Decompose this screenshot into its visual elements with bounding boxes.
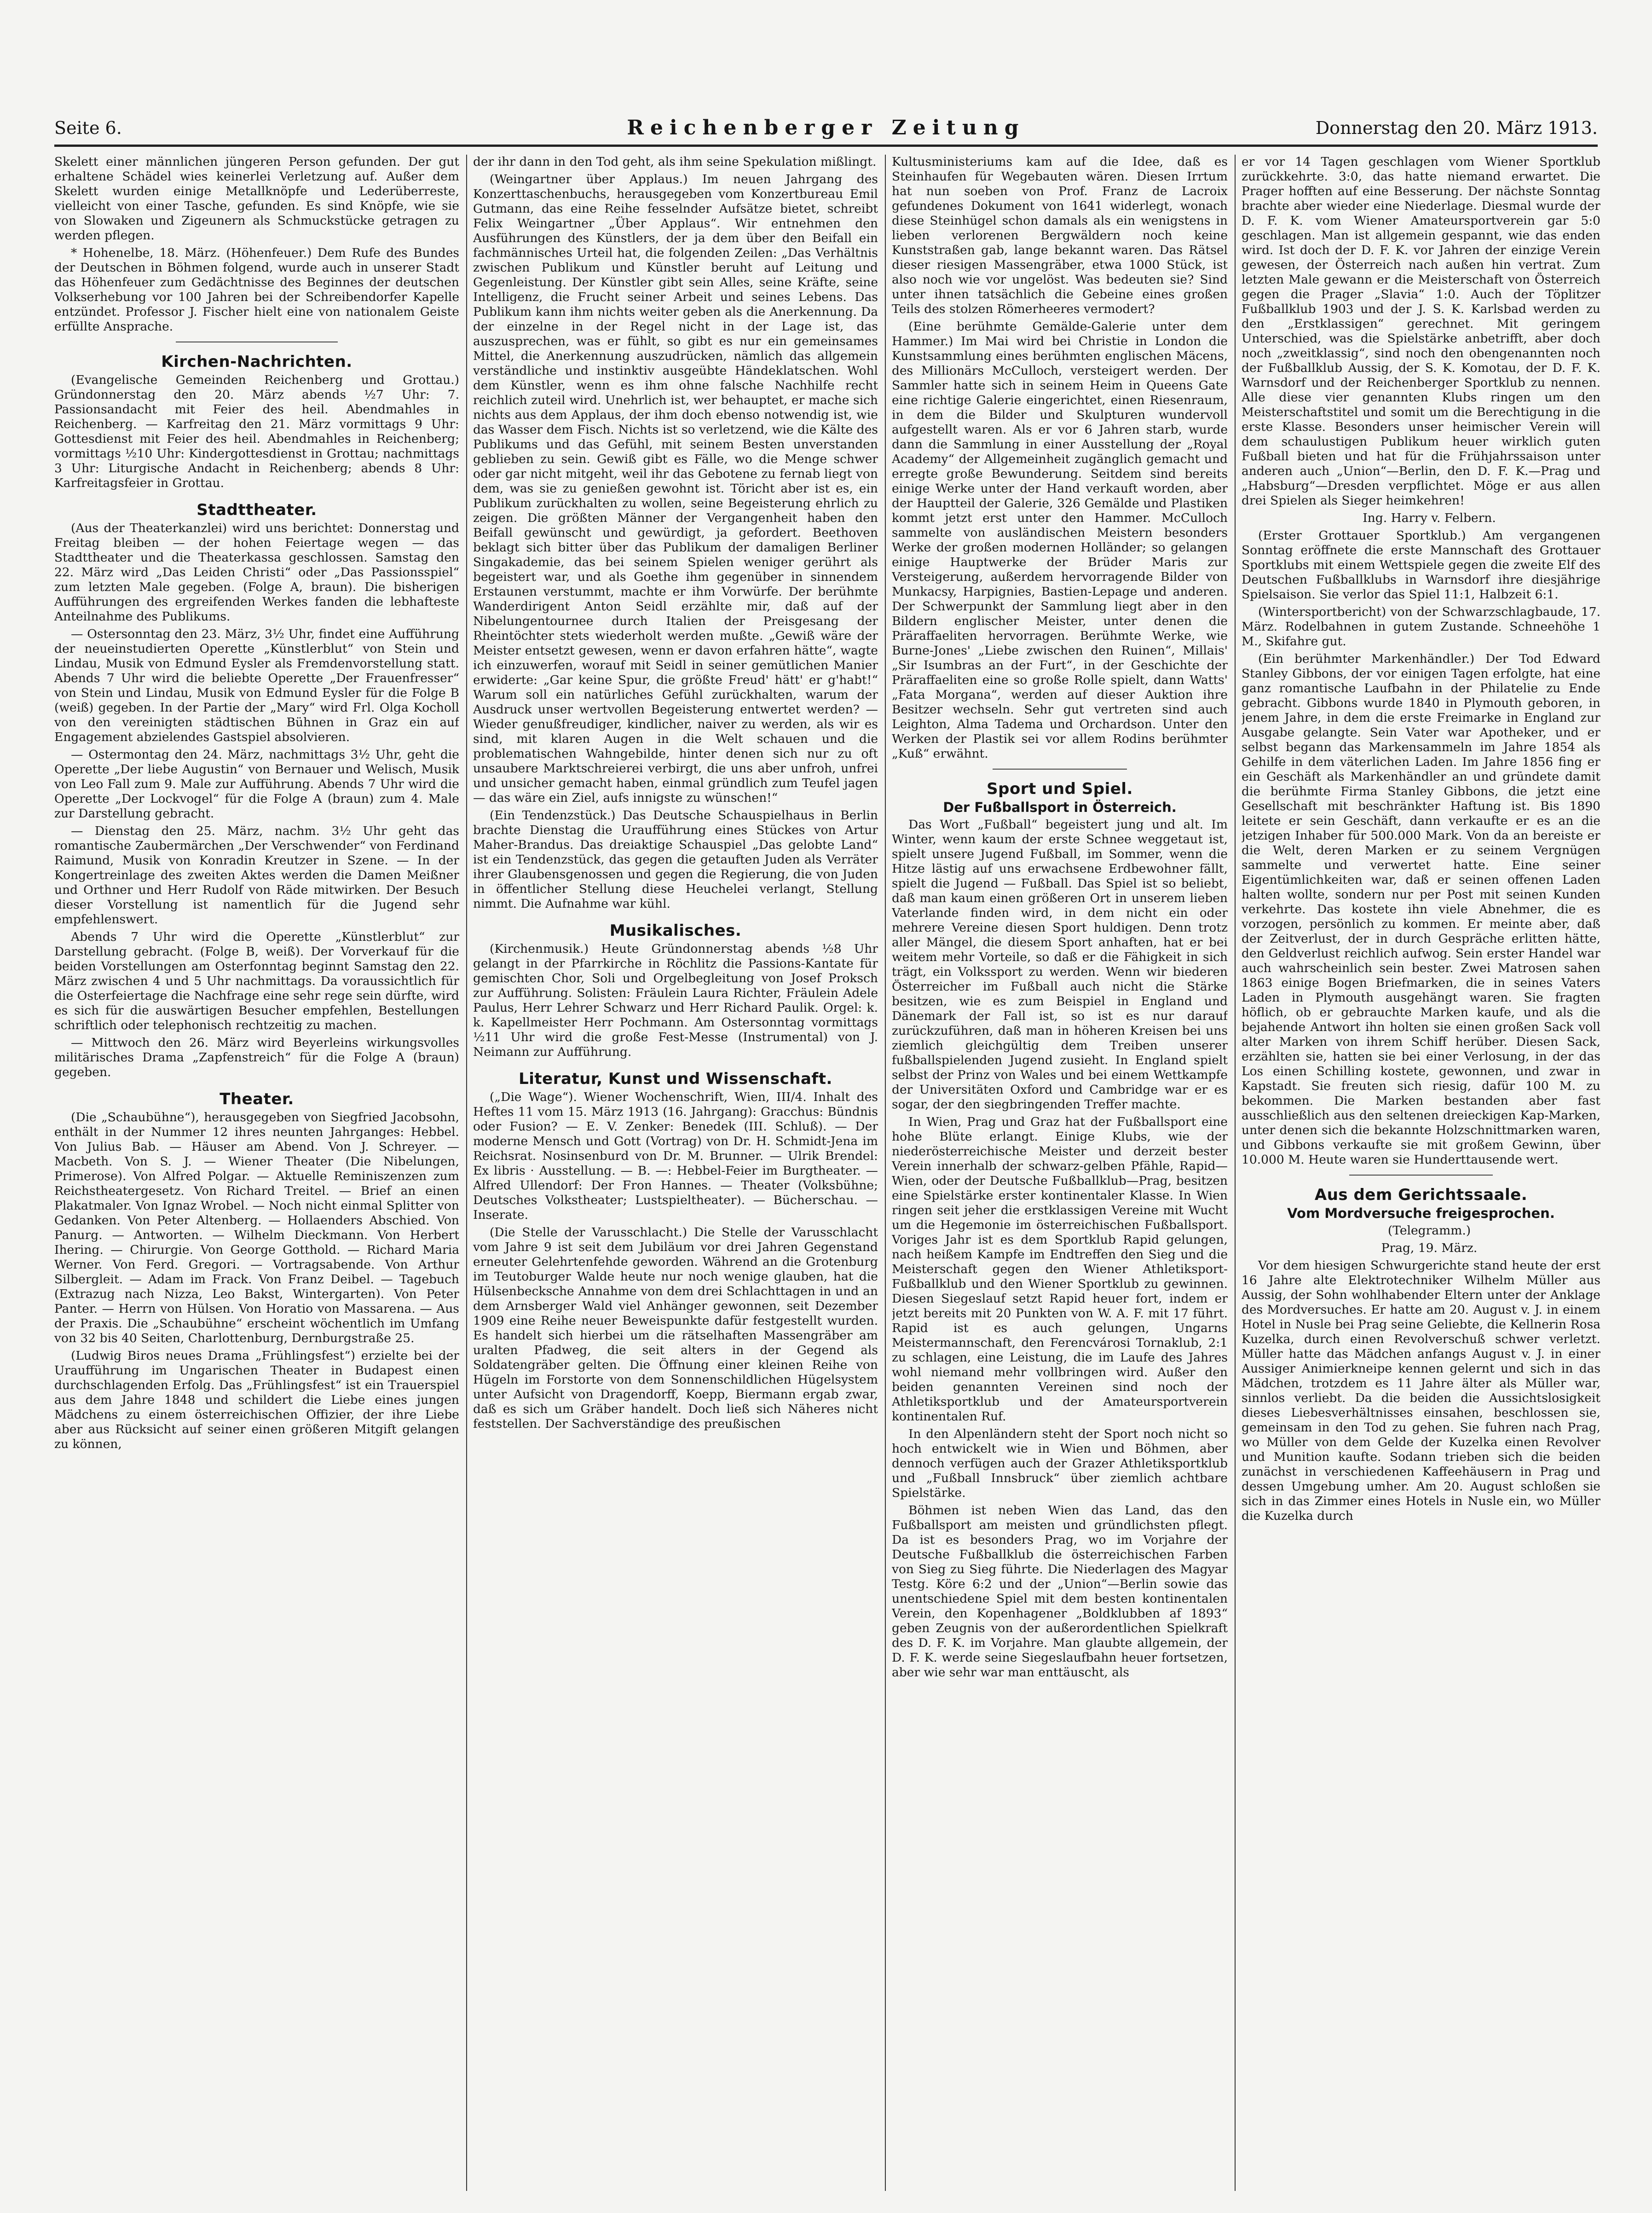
section-heading: Literatur, Kunst und Wissenschaft.	[519, 1070, 832, 1088]
article-paragraph: * Hohenelbe, 18. März. (Höhenfeuer.) Dem Rufe des Bundes der Deutschen in Böhmen folgend, wurde auch in unserer Stadt das Höhenfeuer zum Gedächtnisse des Beginnes der deutschen Volkserhebung vor 100 Jahren bei der Schreibendorfer Kapelle entzündet. Professor J. Fischer hielt eine von nationalem Geiste erfüllte Ansprache.	[54, 246, 459, 334]
section-divider	[993, 769, 1127, 770]
column-2	[473, 155, 878, 2191]
article-paragraph: (Evangelische Gemeinden Reichenberg und Grottau.) Gründonnerstag den 20. März abends ½7 Uhr: 7. Passionsandacht mit Feier des heil. Abendmahles in Reichenberg. — Karfreitag den 21. März vormittags 9 Uhr: Gottesdienst mit Feier des heil. Abendmahles in Reichenberg; vormittags ½10 Uhr: Kindergottesdienst in Grottau; nachmittags 3 Uhr: Liturgische Andacht in Reichenberg; abends 8 Uhr: Karfreitagsfeier in Grottau.	[54, 373, 459, 490]
article-paragraph: (Ein Tendenzstück.) Das Deutsche Schauspielhaus in Berlin brachte Dienstag die Uraufführung eines Stückes von Artur Maher-Brandus. Das dreiaktige Schauspiel „Das gelobte Land“ ist ein Tendenzstück, das gegen die getauften Juden als Verräter ihrer Glaubensgenossen und gegen die Regierung, die von Juden in öffentlicher Stellung diese Heuchelei verlangt, Stellung nimmt. Die Aufnahme war kühl.	[473, 808, 878, 911]
page-header	[54, 114, 1598, 147]
article-paragraph: Das Wort „Fußball“ begeistert jung und alt. Im Winter, wenn kaum der erste Schnee weggetaut ist, spielt unsere Jugend Fußball, im Sommer, wenn die Hitze lästig auf uns erwachsene Erdbewohner fällt, spielt die Jugend — Fußball. Das Spiel ist so beliebt, daß man kaum einen größeren Ort in unserem lieben Vaterlande finden wird, in dem nicht ein oder mehrere Vereine diesen Sport huldigen. Denn trotz aller Mängel, die diesem Sport anhaften, hat er bei weitem mehr Vorteile, so daß er die Fähigkeit in sich trägt, ein Volkssport zu werden. Wenn wir biederen Österreicher im Fußball auch nicht die Stärke besitzen, wie es zum Beispiel in England und Dänemark der Fall ist, so ist es nur darauf zurückzuführen, daß man in höheren Kreisen bei uns ziemlich gleichgültig dem Treiben unserer fußballspielenden Jugend zusieht. In England spielt selbst der Prinz von Wales und bei einem Wettkampfe der Universitäten Oxford und Cambridge war er es sogar, der den siegbringenden Treffer machte.	[892, 817, 1228, 1112]
telegram-label: (Telegramm.)	[1387, 1223, 1471, 1238]
section-heading: Sport und Spiel.	[987, 780, 1133, 798]
issue-date: Donnerstag den 20. März 1913.	[1315, 118, 1598, 138]
article-paragraph: Kultusministeriums kam auf die Idee, daß es Steinhaufen für Wegebauten wären. Diesen Irrtum hat nun soeben von Prof. Franz de Lacroix gefundenes Dokument von 1641 widerlegt, wonach diese Steinhügel schon damals als ein wenigstens in lieben verlorenen Bergwäldern noch keine Kunststraßen gab, lange bekannt waren. Das Rätsel dieser riesigen Massengräber, etwa 1000 Stück, ist also noch wie vor ungelöst. Was bedeuten sie? Sind unter ihnen tatsächlich die Gebeine eines großen Teils des stolzen Römerheeres vermodert?	[892, 155, 1228, 316]
article-paragraph: Skelett einer männlichen jüngeren Person gefunden. Der gut erhaltene Schädel wies keinerlei Verletzung auf. Außer dem Skelett wurden einige Metallknöpfe und Lederüberreste, vielleicht von einer Tasche, gefunden. Es sind Knöpfe, wie sie von Slowaken und Zigeunern als Schmuckstücke getragen zu werden pflegen.	[54, 155, 459, 243]
section-heading: Stadttheater.	[196, 501, 317, 519]
article-paragraph: der ihr dann in den Tod geht, als ihm seine Spekulation mißlingt.	[473, 155, 877, 169]
article-paragraph: — Dienstag den 25. März, nachm. 3½ Uhr geht das romantische Zaubermärchen „Der Verschwender“ von Ferdinand Raimund, Musik von Konradin Kreutzer in Szene. — In der Kongertreinlage des zweiten Aktes werden die Damen Meißner und Orthner und Herr Rudolf von Räde mitwirken. Der Besuch dieser Vorstellung ist namentlich für die Jugend sehr empfehlenswert.	[54, 824, 459, 927]
article-paragraph: Abends 7 Uhr wird die Operette „Künstlerblut“ zur Darstellung gebracht. (Folge B, weiß). Der Vorverkauf für die beiden Vorstellungen am Osterfonntag beginnt Samstag den 22. März zwischen 4 und 5 Uhr nachmittags. Da voraussichtlich für die Osterfeiertage die Nachfrage eine sehr rege sein dürfte, wird es sich für die auswärtigen Besucher empfehlen, Bestellungen schriftlich oder telephonisch rechtzeitig zu machen.	[54, 930, 459, 1032]
section-divider	[1349, 1175, 1493, 1176]
article-paragraph: (Erster Grottauer Sportklub.) Am vergangenen Sonntag eröffnete die erste Mannschaft des Grottauer Sportklubs mit einem Wettspiele gegen die zweite Elf des Deutschen Fußballklubs in Warnsdorf ihre diesjährige Spielsaison. Sie verlor das Spiel 11:1, Halbzeit 6:1.	[1242, 528, 1600, 602]
article-paragraph: (Wintersportbericht) von der Schwarzschlagbaude, 17. März. Rodelbahnen in gutem Zustande. Schneehöhe 1 M., Skifahre gut.	[1242, 605, 1600, 649]
article-paragraph: („Die Wage“). Wiener Wochenschrift, Wien, III/4. Inhalt des Heftes 11 vom 15. März 1913 (16. Jahrgang): Gracchus: Bündnis oder Fusion? — E. V. Zenker: Benedek (III. Schluß). — Der moderne Mensch und Gott (Vortrag) von Dr. H. Schmidt-Jena im Reichsrat. Nosinsenburd von Dr. M. Brunner. — Ulrik Brendel: Ex libris · Ausstellung. — B. —: Hebbel-Feier im Burgtheater. — Alfred Ullendorf: Der Fron Hannes. — Theater (Volksbühne; Deutsches Volkstheater; Lustspieltheater). — Bücherschau. — Inserate.	[473, 1090, 878, 1222]
newspaper-title: Reichenberger Zeitung	[627, 116, 1025, 139]
column-1	[54, 155, 459, 2191]
section-heading: Kirchen-Nachrichten.	[161, 353, 352, 371]
article-paragraph: (Ludwig Biros neues Drama „Frühlingsfest“) erzielte bei der Uraufführung im Ungarischen Theater in Budapest einen durchschlagenden Erfolg. Das „Frühlingsfest“ ist ein Trauerspiel aus dem Jahre 1848 und schildert die Liebe eines jungen Mädchens zu einem österreichischen Offizier, der ihre Liebe aber aus Rücksicht auf seiner einen größeren Mitgift gelangen zu können,	[54, 1349, 459, 1451]
column-rule	[466, 155, 467, 2191]
article-paragraph: Böhmen ist neben Wien das Land, das den Fußballsport am meisten und gründlichsten pflegt. Da ist es besonders Prag, wo im Vorjahre der Deutsche Fußballklub die österreichischen Farben von Sieg zu Sieg führte. Die Niederlagen des Magyar Testg. Köre 6:2 und der „Union“—Berlin sowie das unentschiedene Spiel mit dem besten kontinentalen Verein, den Kopenhagener „Boldklubben af 1893“ geben Zeugnis von der außerordentlichen Spielkraft des D. F. K. im Vorjahre. Man glaubte allgemein, der D. F. K. werde seine Siegeslaufbahn heuer fortsetzen, aber wie sehr war man enttäuscht, als	[892, 1503, 1228, 1680]
article-paragraph: (Ein berühmter Markenhändler.) Der Tod Edward Stanley Gibbons, der vor einigen Tagen erfolgte, hat eine ganz romantische Laufbahn in der Philatelie zu Ende gebracht. Gibbons wurde 1840 in Plymouth geboren, in jenem Jahre, in dem die erste Freimarke in England zur Ausgabe gelangte. Sein Vater war Apotheker, und er selbst begann das Markensammeln im Jahre 1854 als Gehilfe in dem väterlichen Laden. Im Jahre 1856 fing er ein Geschäft als Markenhändler an und gründete damit die berühmte Firma Stanley Gibbons, die jetzt eine Gesellschaft mit beschränkter Haftung ist. Bis 1890 leitete er sein Geschäft, dann verkaufte er es an die jetzigen Inhaber für 500.000 Mark. Von da an bereiste er die Welt, deren Marken er zu seinem Vergnügen sammelte und verwertet hatte. Eine seiner Eigentümlichkeiten war, daß er seinen offenen Laden halten wollte, sondern nur per Post mit seinen Kunden verkehrte. Das kostete ihn viele Abnehmer, die es vorzogen, persönlich zu kommen. Er meinte aber, daß der Zeitverlust, der in durch Gespräche erlitten hätte, den Geldverlust reichlich aufwog. Sein erster Handel war auch wahrscheinlich sein bester. Zwei Matrosen sahen 1863 einige Bogen Briefmarken, die in seines Vaters Laden in Plymouth ausgehängt waren. Sie fragten höflich, ob er gebrauchte Marken kaufe, und als die bejahende Antwort ihn holten sie einen großen Sack voll alter Marken von ihrem Schiff herüber. Diesen Sack, erzählten sie, hatten sie bei einer Verlosung, in der das Los einen Schilling kostete, gewonnen, und zwar in Kapstadt. Sie freuten sich riesig, dafür 100 M. zu bekommen. Die Marken bestanden aber fast ausschließlich aus den seltenen dreieckigen Kap-Marken, unter denen sich die bekannte Holzschnittmarken waren, und Gibbons verkaufte sie mit großem Gewinn, über 10.000 M. Heute waren sie Hunderttausende wert.	[1242, 652, 1600, 1167]
article-paragraph: (Eine berühmte Gemälde-Galerie unter dem Hammer.) Im Mai wird bei Christie in London die Kunstsammlung eines berühmten englischen Mäcens, des Millionärs McCulloch, versteigert werden. Der Sammler hatte sich in seinem Heim in Queens Gate eine richtige Galerie eingerichtet, einen Riesenraum, in dem die Bilder und Skulpturen wundervoll aufgestellt waren. Als er vor 6 Jahren starb, wurde dann die Sammlung in einer Ausstellung der „Royal Academy“ der Allgemeinheit zugänglich gemacht und erregte große Bewunderung. Seitdem sind bereits einige Werke unter der Hand verkauft worden, aber der Hauptteil der Galerie, 326 Gemälde und Plastiken kommt jetzt erst unter den Hammer. McCulloch sammelte von ausländischen Meistern besonders Werke der großen modernen Holländer; so gelangen einige Hauptwerke der Brüder Maris zur Versteigerung, außerdem hervorragende Bilder von Munkacsy, Harpignies, Bastien-Lepage und anderen. Der Schwerpunkt der Sammlung liegt aber in den Bildern englischer Meister, unter denen die Präraffaeliten hervorragen. Berühmte Werke, wie Burne-Jones' „Liebe zwischen den Ruinen“, Millais' „Sir Isumbras an der Furt“, in der Geschichte der Präraffaeliten eine so große Rolle spielt, dann Watts' „Fata Morgana“, werden auf dieser Auktion ihre Besitzer wechseln. Sehr gut vertreten sind auch Leighton, Alma Tadema und Orchardson. Unter den Werken der Plastik sei vor allem Rodins berühmter „Kuß“ erwähnt.	[892, 319, 1228, 761]
article-paragraph: (Kirchenmusik.) Heute Gründonnerstag abends ½8 Uhr gelangt in der Pfarrkirche in Röchlitz die Passions-Kantate für gemischten Chor, Soli und Orgelbegleitung von Josef Proksch zur Aufführung. Solisten: Fräulein Laura Richter, Fräulein Adele Paulus, Herr Lehrer Schwarz und Herr Richard Paulik. Orgel: k. k. Kapellmeister Herr Pochmann. Am Ostersonntag vormittags ½11 Uhr wird die große Fest-Messe (Instrumental) von J. Neimann zur Aufführung.	[473, 942, 878, 1059]
article-paragraph: Vor dem hiesigen Schwurgerichte stand heute der erst 16 Jahre alte Elektrotechniker Wilhelm Müller aus Aussig, der Sohn wohlhabender Eltern unter der Anklage des Mordversuches. Er hatte am 20. August v. J. in einem Hotel in Nusle bei Prag seine Geliebte, die Kellnerin Rosa Kuzelka, durch einen Revolverschuß schwer verletzt. Müller hatte das Mädchen anfangs August v. J. in einer Aussiger Animierkneipe kennen gelernt und sich in das Mädchen, trotzdem es 11 Jahre älter als Müller war, sinnlos verliebt. Da die beiden die Aussichtslosigkeit dieses Liebesverhältnisses einsahen, beschlossen sie, gemeinsam in den Tod zu gehen. Sie fuhren nach Prag, wo Müller von dem Gelde der Kuzelka einen Revolver und Munition kaufte. Sodann trieben sich die beiden zunächst in verschiedenen Kaffeehäusern in Prag und dessen Umgebung umher. Am 20. August schloßen sie sich in das Zimmer eines Hotels in Nusle ein, wo Müller die Kuzelka durch	[1242, 1258, 1600, 1523]
article-headline: Der Fußballsport in Österreich.	[943, 799, 1177, 815]
column-4	[1242, 155, 1600, 2191]
column-rule	[885, 155, 886, 2191]
dateline: Prag, 19. März.	[1381, 1241, 1478, 1255]
article-paragraph: — Mittwoch den 26. März wird Beyerleins wirkungsvolles militärisches Drama „Zapfenstreich“ für die Folge A (braun) gegeben.	[54, 1036, 459, 1079]
article-paragraph: — Ostermontag den 24. März, nachmittags 3½ Uhr, geht die Operette „Der liebe Augustin“ von Bernauer und Welisch, Musik von Leo Fall zum 9. Male zur Aufführung. Abends 7 Uhr wird die Operette „Der Lockvogel“ für die Folge A (braun) zum 4. Male zur Darstellung gebracht.	[54, 747, 459, 821]
article-paragraph: (Die „Schaubühne“), herausgegeben von Siegfried Jacobsohn, enthält in der Nummer 12 ihres neunten Jahrganges: Hebbel. Von Julius Bab. — Häuser am Abend. Von J. Schreyer. — Macbeth. Von S. J. — Wiener Theater (Die Nibelungen, Primerose). Von Alfred Polgar. — Aktuelle Reminiszenzen zum Reichstheatergesetz. Von Richard Treitel. — Brief an einen Plakatmaler. Von Ignaz Wrobel. — Noch nicht einmal Splitter von Gedanken. Von Peter Altenberg. — Hollaenders Abschied. Von Panurg. — Antworten. — Wilhelm Dieckmann. Von Herbert Ihering. — Chirurgie. Von George Gotthold. — Richard Maria Werner. Von Ferd. Gregori. — Vortragsabende. Von Arthur Silbergleit. — Adam im Frack. Von Franz Deibel. — Tagebuch (Extrazug nach Nizza, Leo Bakst, Wintergarten). Von Peter Panter. — Herrn von Hülsen. Von Horatio von Massarena. — Aus der Praxis. Die „Schaubühne“ erscheint wöchentlich im Umfang von 32 bis 40 Seiten, Charlottenburg, Dernburgstraße 25.	[54, 1110, 459, 1345]
page-number: Seite 6.	[54, 118, 122, 138]
section-heading: Aus dem Gerichtssaale.	[1314, 1186, 1528, 1204]
article-headline: Vom Mordversuche freigesprochen.	[1287, 1205, 1555, 1221]
article-paragraph: (Aus der Theaterkanzlei) wird uns berichtet: Donnerstag und Freitag bleiben — der hohen Feiertage wegen — das Stadttheater und die Theaterkassa geschlossen. Samstag den 22. März wird „Das Leiden Christi“ oder „Das Passionsspiel“ zum letzten Male gegeben. (Folge A, braun). Die bisherigen Aufführungen des ergreifenden Werkes fanden die lebhafteste Anteilnahme des Publikums.	[54, 521, 459, 624]
article-paragraph: In den Alpenländern steht der Sport noch nicht so hoch entwickelt wie in Wien und Böhmen, aber dennoch verfügen auch der Grazer Athletiksportklub und „Fußball Innsbruck“ über ziemlich achtbare Spielstärke.	[892, 1427, 1228, 1500]
article-paragraph: (Die Stelle der Varusschlacht.) Die Stelle der Varusschlacht vom Jahre 9 ist seit dem Jubiläum vor drei Jahren Gegenstand erneuter Gelehrtenfehde geworden. Während an die Grotenburg im Teutoburger Walde heute nur noch wenige glauben, hat die Hülsenbecksche Annahme von dem drei Schlachttagen in und an dem Arnsberger Wald viel Anhänger gewonnen, seit Dezember 1909 eine Reihe neuer Beweispunkte dafür festgestellt wurden. Es handelt sich hierbei um die rätselhaften Massengräber am uralten Pfadweg, die seit alters in der Gegend als Soldatengräber gelten. Die Öffnung einer kleinen Reihe von Hügeln im Forstorte von dem Sonnenschildlichen Hügelsystem unter Aufsicht von Dragendorff, Koepp, Biermann ergab zwar, daß es sich um Gräber handelt. Doch ließ sich Näheres nicht feststellen. Der Sachverständige des preußischen	[473, 1225, 878, 1431]
article-paragraph: In Wien, Prag und Graz hat der Fußballsport eine hohe Blüte erlangt. Einige Klubs, wie der niederösterreichische Meister und derzeit bester Verein innerhalb der schwarz-gelben Pfähle, Rapid—Wien, oder der Deutsche Fußballklub—Prag, besitzen eine Spielstärke erster kontinentaler Klasse. In Wien ringen seit jeher die erstklassigen Vereine mit Wucht um die Hegemonie im österreichischen Fußballsport. Voriges Jahr ist es dem Sportklub Rapid gelungen, nach heißem Kampfe im Endtreffen den Sieg und die Meisterschaft gegen den Wiener Athletiksport-Fußballklub und den Wiener Sportklub zu gewinnen. Diesen Siegeslauf setzt Rapid heuer fort, indem er jetzt bereits mit 20 Punkten von W. A. F. mit 17 führt. Rapid ist es auch gelungen, Ungarns Meistermannschaft, den Ferencvárosi Tornaklub, 2:1 zu schlagen, eine Leistung, die im Laufe des Jahres wohl niemand mehr vollbringen wird. Außer den beiden genannten Vereinen sind noch der Athletiksportklub und der Amateursportverein kontinentalen Ruf.	[892, 1115, 1228, 1424]
column-3	[892, 155, 1228, 2191]
author-signature: Ing. Harry v. Felbern.	[1363, 511, 1496, 525]
column-rule	[1235, 155, 1236, 2191]
article-paragraph: — Ostersonntag den 23. März, 3½ Uhr, findet eine Aufführung der neueinstudierten Operette „Künstlerblut“ von Stein und Lindau, Musik von Edmund Eysler als Fremdenvorstellung statt. Abends 7 Uhr wird die beliebte Operette „Der Frauenfresser“ von Stein und Lindau, Musik von Edmund Eysler für die Folge B (weiß) gegeben. In der Partie der „Mary“ wird Frl. Olga Kocholl von den vereinigten städtischen Bühnen in Graz ein auf Engagement abzielendes Gastspiel absolvieren.	[54, 627, 459, 744]
article-paragraph: (Weingartner über Applaus.) Im neuen Jahrgang des Konzerttaschenbuchs, herausgegeben vom Konzertbureau Emil Gutmann, das eine Reihe fesselnder Aufsätze bietet, schreibt Felix Weingartner „Über Applaus“. Wir entnehmen den Ausführungen des Künstlers, der ja dem über den Beifall ein fachmännisches Urteil hat, die folgenden Zeilen: „Das Verhältnis zwischen Publikum und Künstler beruht auf Leitung und Gegenleistung. Der Künstler gibt sein Alles, seine Kräfte, seine Intelligenz, die Frucht seiner Arbeit und seines Lebens. Das Publikum kann ihm nichts weiter geben als die Anerkennung. Da der einzelne in der Regel nicht in der Lage ist, das auszusprechen, was er fühlt, so gibt es nur ein gemeinsames Mittel, die Anerkennung auszudrücken, nämlich das allgemein verständliche und instinktiv ausgeübte Händeklatschen. Wohl dem Künstler, wenn es ihm ohne falsche Nachhilfe recht reichlich zuteil wird. Unehrlich ist, wer behauptet, er mache sich nichts aus dem Applaus, der ihm doch ebenso notwendig ist, wie das Wasser dem Fisch. Nichts ist so verletzend, wie die Kälte des Publikums und das Gefühl, mit seinem Besten unverstanden geblieben zu sein. Gewiß gibt es Fälle, wo die Menge schwer oder gar nicht mitgeht, weil ihr das Gebotene zu fernab liegt von dem, was sie zu genießen gewohnt ist. Töricht aber ist es, ein Publikum zurückhalten zu wollen, seine Begeisterung ehrlich zu zeigen. Die größten Männer der Vergangenheit haben den Beifall gewünscht und gewürdigt, ja gefordert. Beethoven beklagt sich bitter über das Publikum der damaligen Berliner Singakademie, das bei seinem Spielen weniger gerührt als begeistert war, und als Goethe ihm gegenüber in sinnendem Erstaunen verstummt, machte er ihm Vorwürfe. Der berühmte Wanderdirigent Anton Seidl erzählte mir, daß auf der Nibelungentournee durch Italien der Preisgesang der Rheintöchter stets wiederholt werden mußte. „Gewiß wäre der Meister entsetzt gewesen, wenn er davon erfahren hätte“, wagte ich einzuwerfen, worauf mit Seidl in seiner gemütlichen Manier erwiderte: „Gar keine Spur, die größte Freud' hätt' er g'habt!“ Warum soll ein natürliches Gefühl zurückhalten, warum der Ausdruck unser wertvollen Begeisterung entwertet werden? — Wieder genußfreudiger, kindlicher, naiver zu werden, als wir es sind, mit klaren Augen in die Welt schauen und die problematischen Wahngebilde, hinter denen sich nur zu oft unsaubere Marktschreierei verbirgt, die uns aber unfroh, unfrei und unsicher gemacht haben, einmal gründlich zum Teufel jagen — das wäre ein Ziel, aufs innigste zu wünschen!“	[473, 172, 878, 805]
section-heading: Theater.	[219, 1090, 294, 1108]
section-heading: Musikalisches.	[609, 921, 742, 940]
article-paragraph: er vor 14 Tagen geschlagen vom Wiener Sportklub zurückkehrte. 3:0, das hatte niemand erwartet. Die Prager hofften auf eine Besserung. Der nächste Sonntag brachte aber wieder eine Niederlage. Diesmal wurde der D. F. K. vom Wiener Amateursportverein gar 5:0 geschlagen. Man ist allgemein gespannt, wie das enden wird. Ist doch der D. F. K. vor Jahren der einzige Verein gewesen, der Österreich nach außen hin vertrat. Zum letzten Male gewann er die Meisterschaft von Österreich gegen die Prager „Slavia“ 1:0. Auch der Töplitzer Fußballklub 1903 und der J. S. K. Karlsbad werden zu den „Erstklassigen“ gerechnet. Mit geringem Unterschied, was die Spielstärke anbetrifft, aber doch noch „zweitklassig“, sind noch den obengenannten noch der Fußballklub Aussig, der S. K. Komotau, der D. F. K. Warnsdorf und der Reichenberger Sportklub zu nennen. Alle diese vier genannten Klubs ringen um den Meisterschaftstitel und somit um die Berechtigung in die erste Klasse. Besonders unser heimischer Verein will dem schaulustigen Publikum heuer wirklich guten Fußball bieten und hat für die Frühjahrssaison unter anderen auch „Union“—Berlin, den D. F. K.—Prag und „Habsburg“—Dresden verpflichtet. Möge er aus allen drei Spielen als Sieger heimkehren!	[1242, 155, 1600, 508]
